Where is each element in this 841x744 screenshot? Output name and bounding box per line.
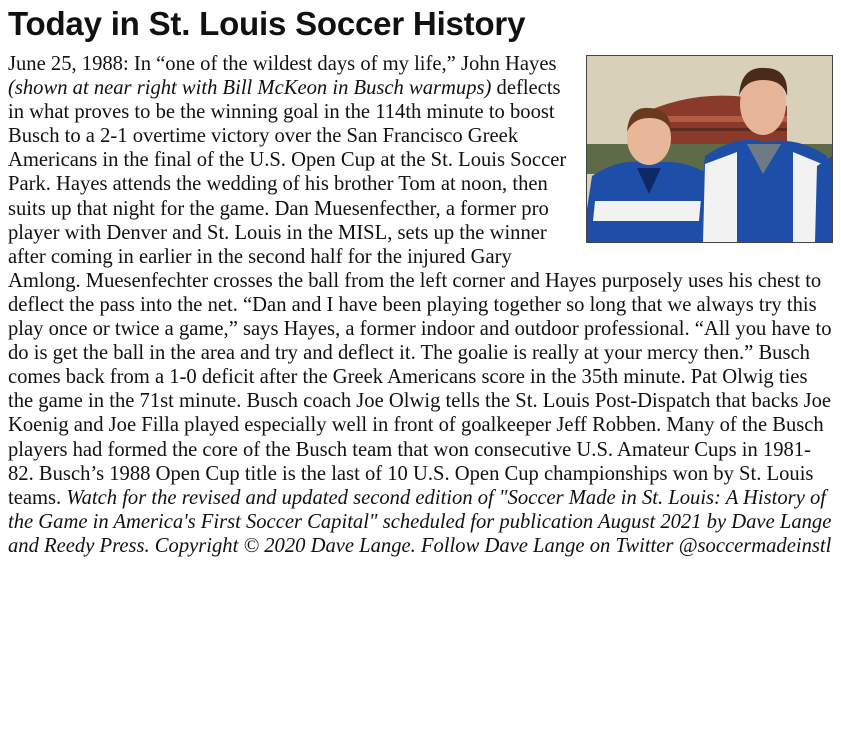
article-body — [8, 52, 833, 558]
photo-two-players-in-warmups-icon — [587, 56, 832, 242]
page-title: Today in St. Louis Soccer History — [8, 5, 526, 42]
player-photo — [586, 55, 833, 243]
story-body: deflects in what proves to be the winning goal in the 114th minute to boost Busch to a 2-1 overtime victory over the San Francisco Greek Americans in the final of the U.S. Open Cup at the St. Louis Soccer Park. Hayes attends the wedding of his brother Tom at noon, then suits up that night for the game. Dan Muesenfecther, a former pro player with Denver and St. Louis in the MISL, sets up the winner after coming in earlier in the second half for the injured Gary Amlong. Muesenfechter crosses the ball from the left corner and Hayes purposely uses his chest to deflect the pass into the net. “Dan and I have been playing together so long that we always try this play once or twice a game,” says Hayes, a former indoor and outdoor professional. “All you have to do is get the ball in the area and try and deflect it. The goalie is really at your mercy then.” Busch comes back from a 1-0 deficit after the Greek Americans score in the 35th minute. Pat Olwig ties the game in the 71st minute. Busch coach Joe Olwig tells the St. Louis Post-Dispatch that backs Joe Koenig and Joe Filla played especially well in front of goalkeeper Jeff Robben. Many of the Busch players had formed the core of the Busch team that won consecutive U.S. Amateur Cups in 1981-82. Busch’s 1988 Open Cup title is the last of 10 U.S. Open Cup championships won by St. Louis teams. — [8, 77, 832, 509]
book-promo: Watch for the revised and updated second edition of "Soccer Made in St. Louis: A History of the Game in America's First Soccer Capital" scheduled for publication August 2021 by Dave Lange and Reedy Press. Copyright © 2020 Dave Lange. Follow Dave Lange on Twitter @soccermadeinstl — [8, 486, 832, 557]
story-lead: June 25, 1988: In “one of the wildest days of my life,” John Hayes — [8, 53, 557, 75]
photo-caption: (shown at near right with Bill McKeon in Busch warmups) — [8, 77, 492, 100]
